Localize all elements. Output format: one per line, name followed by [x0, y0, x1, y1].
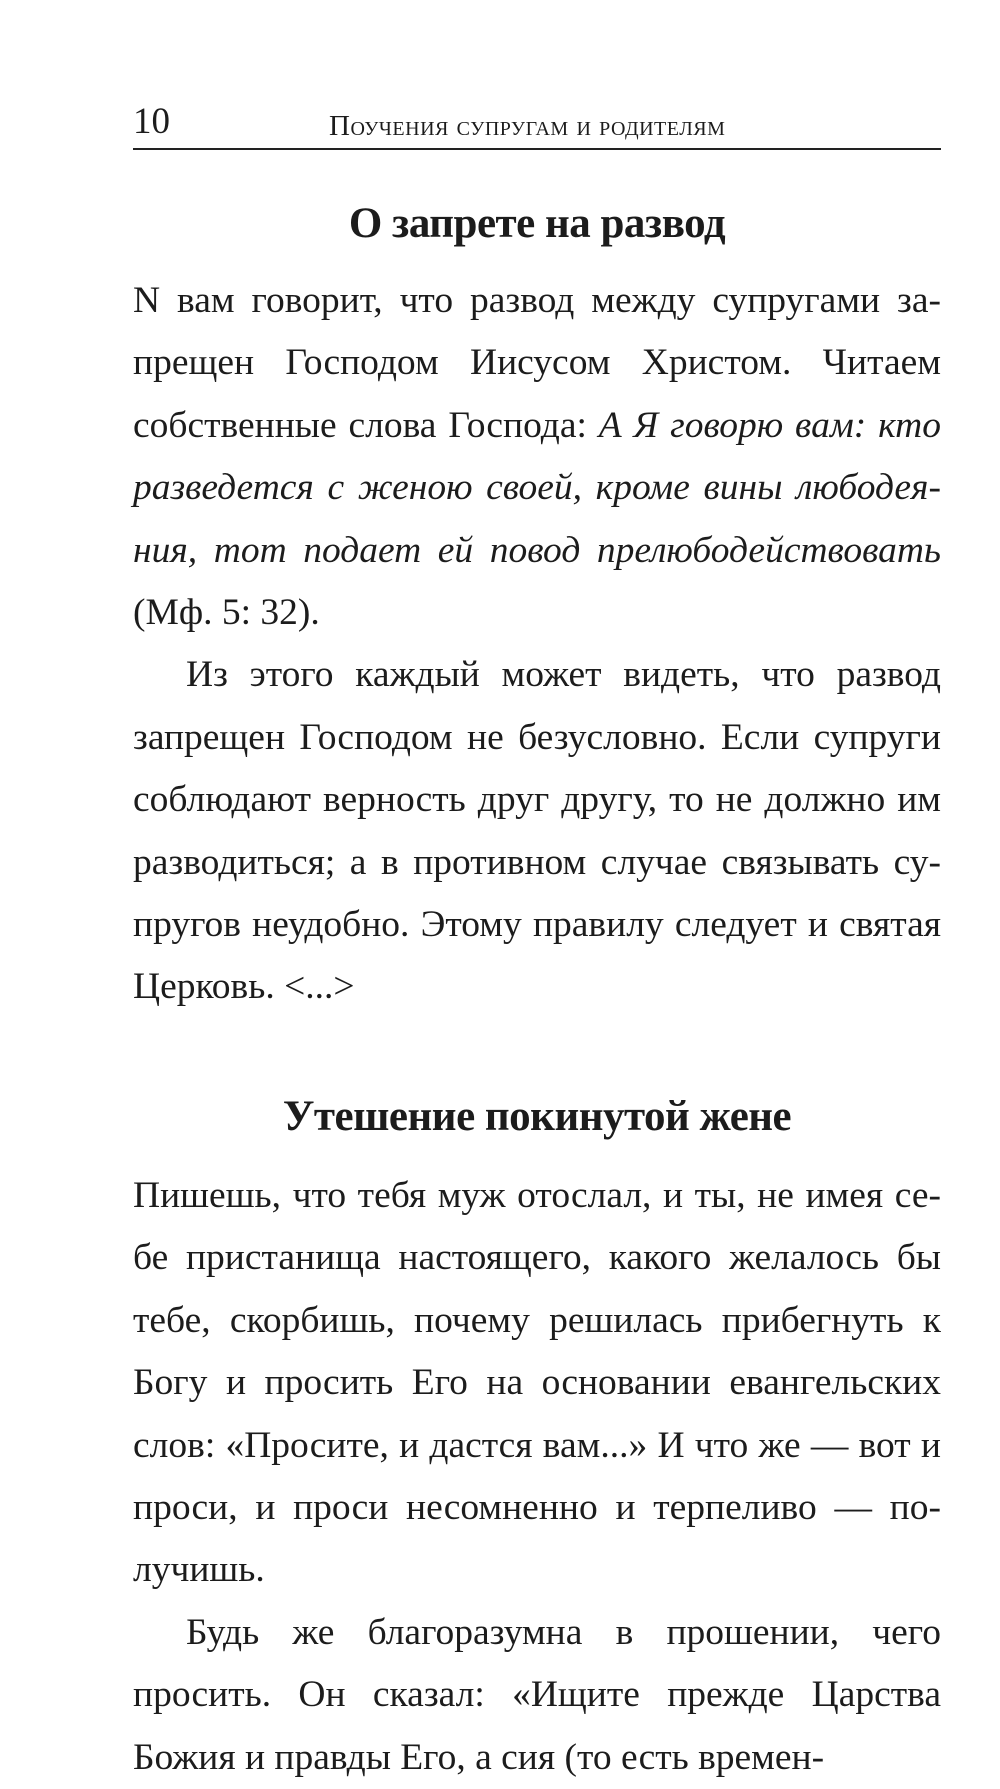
paragraph-consolation-1: Пишешь, что тебя муж отослал, и ты, не имея себе пристанища настоящего, какого желалось бы тебе, скорбишь, почему решилась прибегнуть к Богу и просить Его на основании евангельских слов: «Просите, и дастся вам...» И что же — вот и проси, и проси несомненно и терпеливо — получишь.	[133, 1174, 941, 1591]
running-head	[133, 96, 941, 150]
book-page	[133, 96, 941, 1789]
section-title-divorce: О запрете на развод	[348, 200, 726, 247]
paragraph-divorce-1	[133, 270, 941, 644]
paragraph-divorce-2: Из этого каждый может видеть, что развод запрещен Господом не безусловно. Если супруги соблюдают верность друг другу, то не должно им разводиться; а в противном случае связывать супругов неудобно. Этому правилу следует и святая Церковь. <...>	[133, 654, 941, 1008]
paragraph-text: N вам говорит, что развод между супругами запрещен Господом Иисусом Христом. Читаем собственные слова Господа:	[133, 280, 941, 446]
page-number: 10	[133, 101, 170, 142]
running-title: Поучения супругам и родителям	[329, 110, 726, 142]
scripture-reference: (Мф. 5: 32).	[133, 592, 320, 634]
section-title-consolation: Утешение покинутой жене	[282, 1092, 792, 1140]
scripture-quote: А Я говорю вам: кто разведется с женою своей, кроме вины любодеяния, тот подает ей повод прелюбодействовать	[133, 404, 941, 571]
paragraph-consolation-2: Будь же благоразумна в прошении, чего просить. Он сказал: «Ищите прежде Царства Божия и правды Его, а сия (то есть времен-	[133, 1611, 941, 1778]
